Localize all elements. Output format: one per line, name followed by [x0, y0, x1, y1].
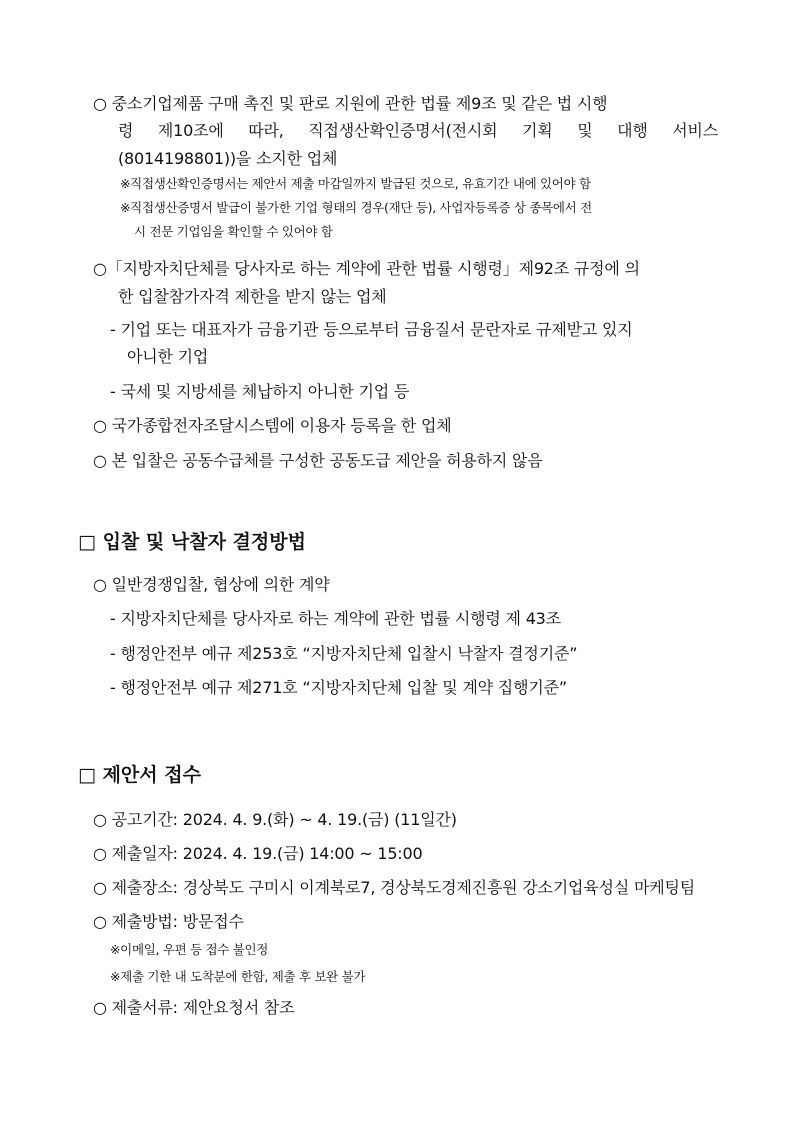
qualification-note-2: ※직접생산증명서 발급이 불가한 기업 형태의 경우(재단 등), 사업자등록증 상 종목에서 전 [120, 200, 592, 215]
qualification-item-3: ○ 국가종합전자조달시스템에 이용자 등록을 한 업체 [93, 416, 452, 435]
qualification-item-1-line-1: ○ 중소기업제품 구매 촉진 및 판로 지원에 관한 법률 제9조 및 같은 법 시행 [93, 94, 608, 113]
qualification-item-2-line-2: 한 입찰참가자격 제한을 받지 않는 업체 [118, 287, 387, 306]
submission-note-1: ※이메일, 우편 등 접수 불인정 [110, 942, 269, 957]
section-heading-submission: □ 제안서 접수 [78, 764, 201, 786]
qualification-item-1-line-3: (8014198801))을 소지한 업체 [118, 149, 338, 168]
section-heading-bidding: □ 입찰 및 낙찰자 결정방법 [78, 531, 306, 553]
qualification-note-1: ※직접생산확인증명서는 제안서 제출 마감일까지 발급된 것으로, 유효기간 내에 있어야 함 [120, 176, 591, 191]
qualification-item-2-line-1: ○「지방자치단체를 당사자로 하는 계약에 관한 법률 시행령」제92조 규정에 의 [93, 259, 640, 278]
bidding-method-item: ○ 일반경쟁입찰, 협상에 의한 계약 [93, 575, 330, 594]
qualification-sub-1-line-1: - 기업 또는 대표자가 금융기관 등으로부터 금융질서 문란자로 규제받고 있지 [110, 320, 633, 339]
submission-place: ○ 제출장소: 경상북도 구미시 이계북로7, 경상북도경제진흥원 강소기업육성실 마케팅팀 [93, 878, 695, 897]
submission-method: ○ 제출방법: 방문접수 [93, 912, 244, 931]
qualification-sub-2: - 국세 및 지방세를 체납하지 아니한 기업 등 [110, 382, 410, 401]
submission-date: ○ 제출일자: 2024. 4. 19.(금) 14:00 ~ 15:00 [93, 844, 423, 863]
bidding-basis-3: - 행정안전부 예규 제271호 “지방자치단체 입찰 및 계약 집행기준” [110, 678, 567, 697]
bidding-basis-1: - 지방자치단체를 당사자로 하는 계약에 관한 법률 시행령 제 43조 [110, 609, 561, 628]
submission-period: ○ 공고기간: 2024. 4. 9.(화) ~ 4. 19.(금) (11일간) [93, 810, 457, 829]
submission-note-2: ※제출 기한 내 도착분에 한함, 제출 후 보완 불가 [110, 969, 366, 984]
bidding-basis-2: - 행정안전부 예규 제253호 “지방자치단체 입찰시 낙찰자 결정기준” [110, 644, 578, 663]
qualification-item-1-line-2: 령 제10조에 따라, 직접생산확인증명서(전시회 기획 및 대행 서비스 [118, 121, 718, 140]
submission-documents: ○ 제출서류: 제안요청서 참조 [93, 998, 295, 1017]
qualification-sub-1-line-2: 아니한 기업 [127, 347, 209, 366]
qualification-note-3: 시 전문 기업임을 확인할 수 있어야 함 [134, 224, 333, 239]
qualification-item-4: ○ 본 입찰은 공동수급체를 구성한 공동도급 제안을 허용하지 않음 [93, 451, 543, 470]
